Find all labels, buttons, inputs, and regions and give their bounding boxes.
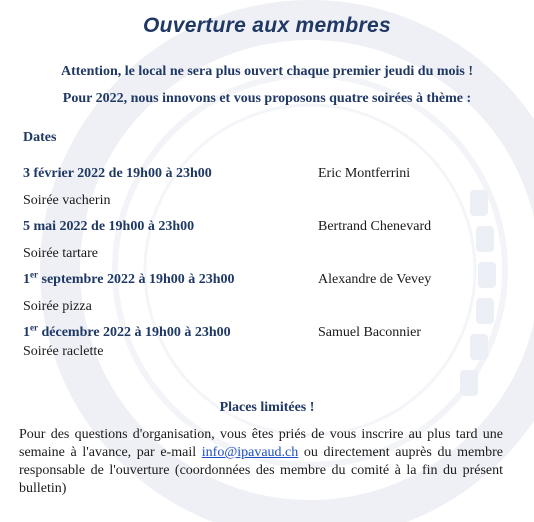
places-limited-notice: Places limitées !: [219, 400, 315, 415]
event-host: Samuel Baconnier: [318, 325, 422, 340]
intro-announcement: Pour 2022, nous innovons et vous proposons quatre soirées à thème :: [62, 91, 472, 106]
event-host: Alexandre de Vevey: [318, 272, 432, 287]
event-date: 1er décembre 2022 à 19h00 à 23h00: [23, 322, 231, 340]
event-theme: Soirée pizza: [23, 299, 92, 314]
event-theme: Soirée tartare: [23, 246, 99, 261]
event-date: 5 mai 2022 de 19h00 à 23h00: [23, 219, 195, 234]
registration-paragraph: Pour des questions d'organisation, vous êtes priés de vous inscrire au plus tard une semaine à l'avance, par e-mail info@ipavaud.ch ou directement auprès du membre responsable de l'ouverture (coordonnées des membre du comité à la fin du présent bulletin): [19, 427, 503, 496]
intro-warning: Attention, le local ne sera plus ouvert chaque premier jeudi du mois !: [60, 64, 474, 79]
event-date: 1er septembre 2022 à 19h00 à 23h00: [23, 269, 235, 287]
email-link[interactable]: info@ipavaud.ch: [201, 445, 299, 460]
event-host: Eric Montferrini: [318, 166, 411, 181]
event-theme: Soirée raclette: [23, 344, 104, 359]
dates-heading: Dates: [23, 130, 57, 145]
page-title: Ouverture aux membres: [143, 14, 391, 37]
event-theme: Soirée vacherin: [23, 193, 111, 208]
event-host: Bertrand Chenevard: [318, 219, 432, 234]
event-date: 3 février 2022 de 19h00 à 23h00: [23, 166, 212, 181]
